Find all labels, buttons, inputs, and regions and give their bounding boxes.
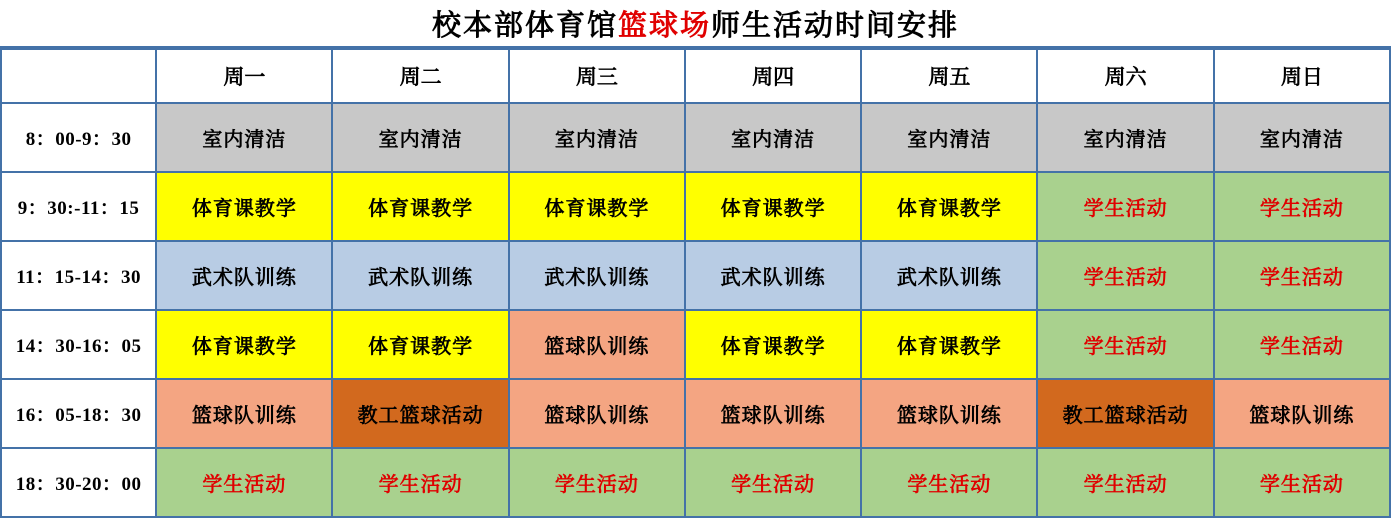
table-header <box>1 49 1390 103</box>
time-slot-cell: 14：30-16：05 <box>1 310 156 379</box>
activity-cell: 学生活动 <box>332 448 508 517</box>
schedule-table <box>0 48 1391 518</box>
day-header-saturday: 周六 <box>1037 49 1213 103</box>
activity-cell: 篮球队训练 <box>1214 379 1390 448</box>
title-bar <box>0 0 1391 48</box>
activity-cell: 篮球队训练 <box>861 379 1037 448</box>
activity-cell: 教工篮球活动 <box>332 379 508 448</box>
activity-cell: 体育课教学 <box>156 310 332 379</box>
activity-cell: 室内清洁 <box>509 103 685 172</box>
activity-cell: 体育课教学 <box>861 310 1037 379</box>
day-header-monday: 周一 <box>156 49 332 103</box>
activity-cell: 室内清洁 <box>332 103 508 172</box>
activity-cell: 武术队训练 <box>509 241 685 310</box>
activity-cell: 篮球队训练 <box>509 379 685 448</box>
activity-cell: 武术队训练 <box>332 241 508 310</box>
activity-cell: 体育课教学 <box>156 172 332 241</box>
activity-cell: 体育课教学 <box>685 172 861 241</box>
time-slot-cell: 11：15-14：30 <box>1 241 156 310</box>
table-body <box>1 103 1390 517</box>
time-slot-cell: 18：30-20：00 <box>1 448 156 517</box>
activity-cell: 教工篮球活动 <box>1037 379 1213 448</box>
day-header-tuesday: 周二 <box>332 49 508 103</box>
table-row <box>1 448 1390 517</box>
activity-cell: 学生活动 <box>1214 310 1390 379</box>
title-prefix: 校本部体育馆 <box>431 9 618 42</box>
time-slot-cell: 16：05-18：30 <box>1 379 156 448</box>
day-header-sunday: 周日 <box>1214 49 1390 103</box>
title-suffix: 师生活动时间安排 <box>711 9 960 42</box>
activity-cell: 室内清洁 <box>685 103 861 172</box>
day-header-friday: 周五 <box>861 49 1037 103</box>
activity-cell: 武术队训练 <box>156 241 332 310</box>
activity-cell: 体育课教学 <box>861 172 1037 241</box>
title-highlight: 篮球场 <box>617 9 711 42</box>
activity-cell: 学生活动 <box>1214 172 1390 241</box>
activity-cell: 篮球队训练 <box>509 310 685 379</box>
table-row <box>1 241 1390 310</box>
header-row <box>1 49 1390 103</box>
time-slot-cell: 9：30:-11：15 <box>1 172 156 241</box>
activity-cell: 室内清洁 <box>1037 103 1213 172</box>
table-row <box>1 310 1390 379</box>
activity-cell: 室内清洁 <box>861 103 1037 172</box>
activity-cell: 室内清洁 <box>156 103 332 172</box>
activity-cell: 学生活动 <box>156 448 332 517</box>
activity-cell: 体育课教学 <box>332 172 508 241</box>
activity-cell: 武术队训练 <box>861 241 1037 310</box>
activity-cell: 体育课教学 <box>509 172 685 241</box>
activity-cell: 篮球队训练 <box>685 379 861 448</box>
time-slot-cell: 8：00-9：30 <box>1 103 156 172</box>
activity-cell: 学生活动 <box>1214 241 1390 310</box>
table-row <box>1 103 1390 172</box>
corner-cell <box>1 49 156 103</box>
activity-cell: 学生活动 <box>685 448 861 517</box>
day-header-wednesday: 周三 <box>509 49 685 103</box>
activity-cell: 学生活动 <box>1037 310 1213 379</box>
activity-cell: 武术队训练 <box>685 241 861 310</box>
activity-cell: 学生活动 <box>1037 448 1213 517</box>
activity-cell: 体育课教学 <box>332 310 508 379</box>
activity-cell: 学生活动 <box>1037 172 1213 241</box>
table-row <box>1 172 1390 241</box>
activity-cell: 学生活动 <box>1214 448 1390 517</box>
activity-cell: 学生活动 <box>861 448 1037 517</box>
activity-cell: 室内清洁 <box>1214 103 1390 172</box>
table-row <box>1 379 1390 448</box>
activity-cell: 学生活动 <box>1037 241 1213 310</box>
page-title <box>432 3 959 44</box>
activity-cell: 学生活动 <box>509 448 685 517</box>
activity-cell: 体育课教学 <box>685 310 861 379</box>
day-header-thursday: 周四 <box>685 49 861 103</box>
activity-cell: 篮球队训练 <box>156 379 332 448</box>
